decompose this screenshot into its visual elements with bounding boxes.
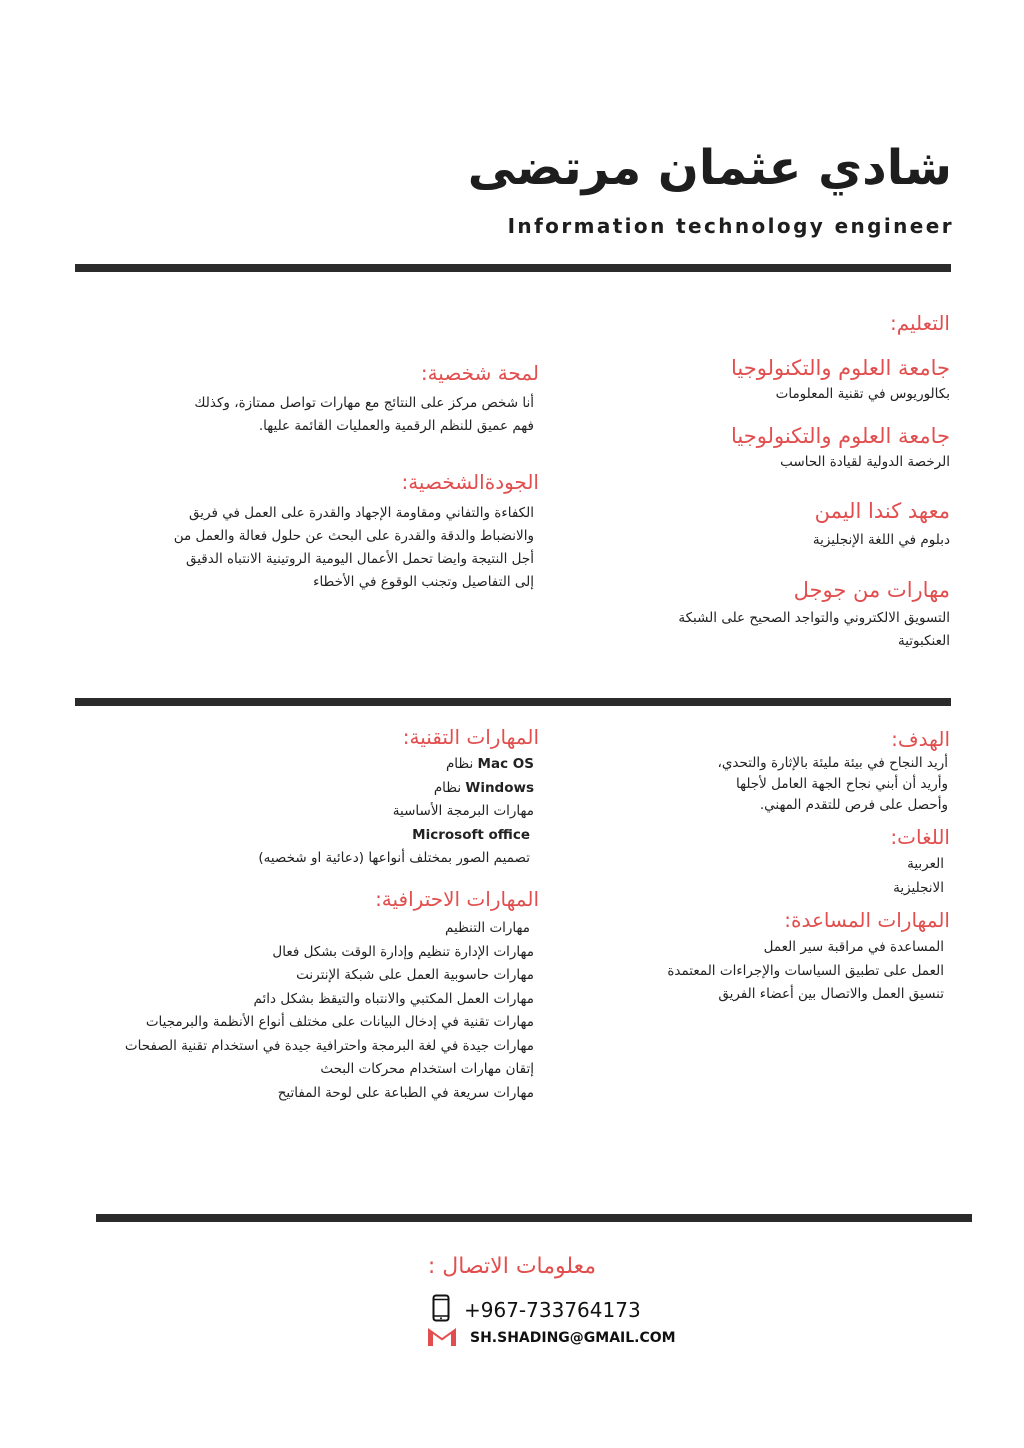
- profile-text: [114, 392, 534, 438]
- smartphone-icon: [432, 1294, 450, 1326]
- tech-skill-name: Mac OS: [477, 756, 534, 772]
- pro-skill-item: مهارات الإدارة تنظيم وإدارة الوقت بشكل فعال: [272, 943, 534, 960]
- education-detail-2: الرخصة الدولية لقيادة الحاسب: [780, 454, 950, 470]
- tech-skills-list: [258, 753, 534, 871]
- pro-skills-list: [125, 917, 534, 1105]
- tech-skill-item: [258, 753, 534, 777]
- phone-number[interactable]: +967-733764173: [464, 1298, 641, 1322]
- profile-line-1: أنا شخص مركز على النتائج مع مهارات تواصل ممتازة، وكذلك: [194, 395, 534, 411]
- gmail-icon: [426, 1324, 458, 1352]
- tech-skill-item: [258, 824, 534, 848]
- goal-text: [628, 753, 948, 816]
- pro-skill-item: مهارات حاسوبية العمل على شبكة الإنترنت: [296, 967, 534, 983]
- header-divider: [75, 264, 951, 272]
- tech-skill-name: Microsoft office: [412, 826, 530, 843]
- personal-quality-line-3: أجل النتيجة وايضا تحمل الأعمال اليومية الروتينية الانتباه الدقيق: [185, 551, 534, 567]
- profile-heading: لمحة شخصية:: [420, 361, 539, 385]
- candidate-name: شادي عثمان مرتضى: [467, 140, 952, 196]
- tech-skill-item: [258, 777, 534, 801]
- education-institution-1: جامعة العلوم والتكنولوجيا: [731, 356, 950, 380]
- personal-quality-text: [114, 502, 534, 594]
- personal-quality-line-4: إلى التفاصيل وتجنب الوقوع في الأخطاء: [313, 574, 534, 590]
- tech-skill-prefix: نظام: [445, 756, 474, 772]
- pro-skill-item: مهارات جيدة في لغة البرمجة واحترافية جيدة في استخدام تقنية الصفحات: [124, 1037, 534, 1054]
- education-detail-4: [650, 607, 950, 653]
- languages-heading: اللغات:: [890, 825, 950, 849]
- tech-skills-heading: المهارات التقنية:: [402, 725, 539, 749]
- middle-divider: [75, 698, 951, 706]
- tech-skill-item: تصميم الصور بمختلف أنواعها (دعائية او شخصيه): [258, 850, 530, 866]
- personal-quality-line-2: والانضباط والدقة والقدرة على البحث عن حلول فعالة والعمل من: [173, 528, 534, 544]
- pro-skill-item: مهارات العمل المكتبي والانتباه والتيقظ بشكل دائم: [253, 990, 534, 1007]
- assist-skills-heading: المهارات المساعدة:: [784, 908, 950, 932]
- profile-line-2: فهم عميق للنظم الرقمية والعمليات القائمة عليها.: [258, 418, 534, 434]
- tech-skill-name: Windows: [465, 779, 534, 796]
- contact-heading: معلومات الاتصال :: [427, 1254, 597, 1279]
- language-item: العربية: [907, 856, 944, 872]
- assist-skill-item: المساعدة في مراقبة سير العمل: [763, 939, 944, 955]
- education-detail-4-line-2: العنكبوتية: [897, 633, 950, 649]
- assist-skill-item: تنسيق العمل والاتصال بين أعضاء الفريق: [718, 986, 944, 1002]
- goal-line-2: وأريد أن أبني نجاح الجهة العامل لأجلها: [735, 776, 948, 792]
- pro-skill-item: مهارات تقنية في إدخال البيانات على مختلف أنواع الأنظمة والبرمجيات: [145, 1014, 534, 1030]
- tech-skill-prefix: نظام: [433, 779, 462, 796]
- assist-skills-list: [667, 936, 944, 1007]
- education-institution-3: معهد كندا اليمن: [814, 499, 950, 523]
- language-item: الانجليزية: [893, 879, 944, 896]
- goal-line-3: وأحصل على فرص للتقدم المهني.: [759, 797, 948, 813]
- footer-divider: [96, 1214, 972, 1222]
- education-detail-4-line-1: التسويق الالكتروني والتواجد الصحيح على الشبكة: [678, 610, 950, 626]
- education-detail-3: دبلوم في اللغة الإنجليزية: [812, 532, 950, 548]
- job-title: Information technology engineer: [507, 214, 954, 238]
- pro-skills-heading: المهارات الاحترافية:: [375, 887, 539, 911]
- education-institution-4: مهارات من جوجل: [793, 578, 950, 602]
- education-heading: التعليم:: [889, 311, 950, 335]
- tech-skill-item: مهارات البرمجة الأساسية: [392, 803, 534, 819]
- pro-skill-item: إتقان مهارات استخدام محركات البحث: [320, 1061, 534, 1077]
- pro-skill-item: مهارات التنظيم: [445, 920, 530, 936]
- pro-skill-item: مهارات سريعة في الطباعة على لوحة المفاتيح: [277, 1084, 534, 1101]
- personal-quality-heading: الجودةالشخصية:: [401, 470, 539, 494]
- languages-list: [893, 853, 944, 900]
- email-row: [426, 1324, 676, 1352]
- phone-row: [432, 1294, 641, 1326]
- education-detail-1: بكالوريوس في تقنية المعلومات: [775, 386, 950, 402]
- goal-line-1: أريد النجاح في بيئة مليئة بالإثارة والتحدي،: [717, 755, 948, 771]
- education-institution-2: جامعة العلوم والتكنولوجيا: [731, 424, 950, 448]
- email-address[interactable]: SH.SHADING@GMAIL.COM: [470, 1330, 676, 1346]
- goal-heading: الهدف:: [891, 727, 950, 751]
- assist-skill-item: العمل على تطبيق السياسات والإجراءات المعتمدة: [667, 962, 944, 979]
- personal-quality-line-1: الكفاءة والتفاني ومقاومة الإجهاد والقدرة على العمل في فريق: [189, 505, 534, 521]
